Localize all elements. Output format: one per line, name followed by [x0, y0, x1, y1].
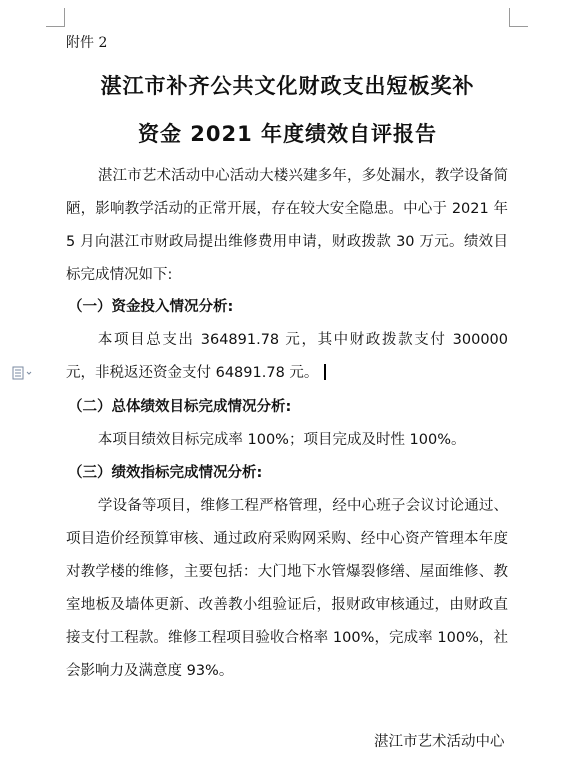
text-cursor — [324, 364, 326, 380]
intro-paragraph[interactable]: 湛江市艺术活动中心活动大楼兴建多年，多处漏水，教学设备简陋，影响教学活动的正常开展，存在较大安全隐患。中心于 2021 年 5 月向湛江市财政局提出维修费用申请，财政拨款 30 万元。绩效目标完成情况如下: — [66, 168, 508, 283]
paragraph-options-icon[interactable] — [12, 366, 36, 380]
crop-mark-top-left — [46, 8, 65, 27]
section-2-paragraph[interactable]: 本项目绩效目标完成率 100%；项目完成及时性 100%。 — [97, 432, 466, 448]
document-title-line-1: 湛江市补齐公共文化财政支出短板奖补 — [100, 74, 475, 98]
section-3-paragraph[interactable]: 学设备等项目，维修工程严格管理，经中心班子会议讨论通过、项目造价经预算审核、通过政府采购网采购、经中心资产管理本年度对教学楼的维修，主要包括：大门地下水管爆裂修缮、屋面维修、教室地板及墙体更新、改善教小组验证后，报财政审核通过，由财政直接支付工程款。维修工程项目验收合格率 100%，完成率 100%，社会影响力及满意度 93%。 — [66, 498, 508, 679]
section-2-heading: （二）总体绩效目标完成情况分析: — [68, 399, 292, 415]
document-title-line-2: 资金 2021 年度绩效自评报告 — [137, 122, 438, 146]
section-1-text: 本项目总支出 364891.78 元，其中财政拨款支付 300000 元，非税返还资金支付 64891.78 元。 — [66, 332, 508, 381]
section-1-paragraph[interactable] — [66, 324, 508, 390]
attachment-label: 附件 2 — [66, 35, 108, 51]
crop-mark-top-right — [509, 8, 528, 27]
section-1-heading: （一）资金投入情况分析: — [68, 299, 234, 315]
section-3-heading: （三）绩效指标完成情况分析: — [68, 465, 263, 481]
signature: 湛江市艺术活动中心 — [374, 734, 505, 750]
